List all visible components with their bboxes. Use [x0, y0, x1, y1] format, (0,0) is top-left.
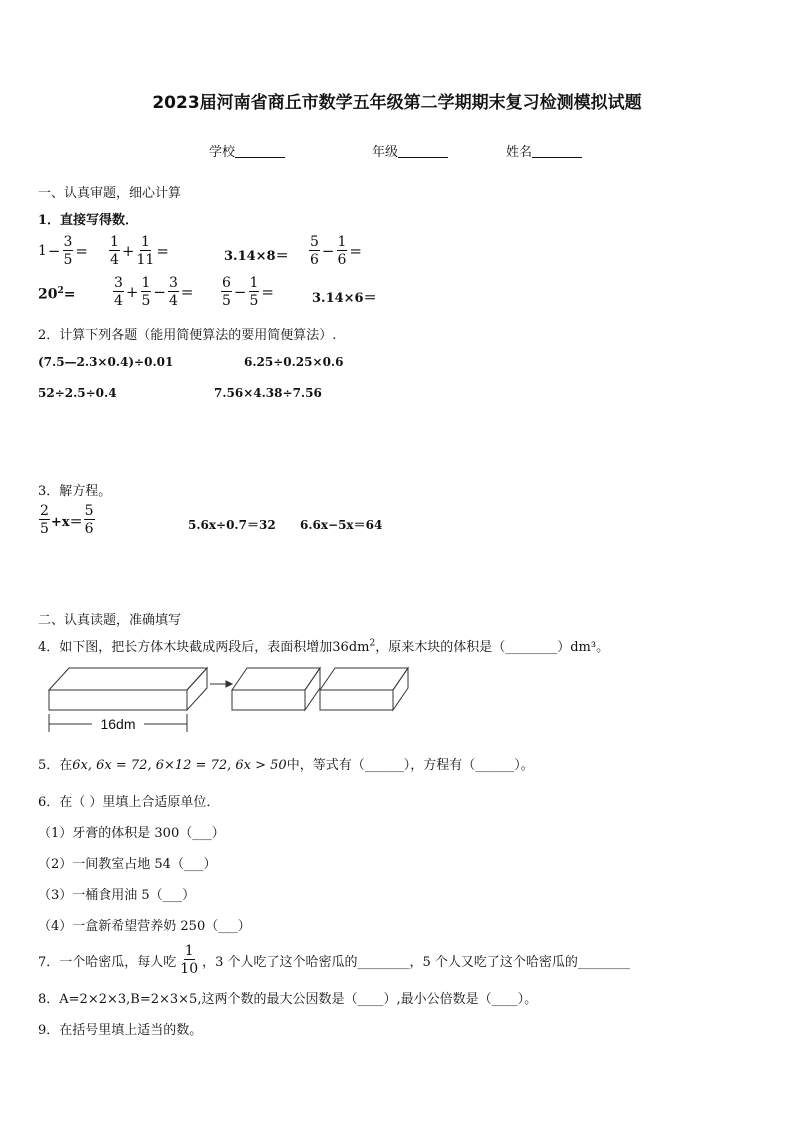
- operator: −: [321, 242, 335, 260]
- operator: +: [121, 242, 135, 260]
- school-field: [209, 141, 285, 160]
- fraction: $\frac{3}{4}$: [114, 275, 123, 309]
- q3-equation-1: [38, 504, 96, 536]
- equals: =: [156, 242, 169, 260]
- cuboid-figure: [44, 660, 414, 740]
- school-label: 学校: [209, 145, 236, 160]
- q2-item-4: 7.56×4.38÷7.56: [214, 386, 322, 400]
- q4-text-pre: 4．如下图，把长方体木块截成两段后，表面积增加36dm: [38, 640, 370, 655]
- q3-heading: 3．解方程。: [38, 484, 112, 499]
- fraction: $\frac{1}{5}$: [249, 275, 259, 309]
- q6-heading: 6．在（ ）里填上合适原单位．: [38, 795, 220, 810]
- section-2-heading: 二、认真读题，准确填写: [38, 613, 182, 628]
- fraction: $\frac{2}{5}$: [40, 503, 49, 537]
- exponent: 2: [57, 286, 64, 296]
- fraction: $\frac{1}{6}$: [337, 234, 347, 268]
- equals: =: [180, 283, 194, 301]
- fraction: $\frac{1}{5}$: [141, 275, 151, 309]
- q2-item-2: 6.25÷0.25×0.6: [244, 355, 344, 369]
- q1-heading: 1．直接写得数．: [38, 213, 139, 228]
- q7-text-pre: 7．一个哈密瓜，每人吃: [38, 954, 177, 970]
- q2-heading: 2．计算下列各题（能用简便算法的要用简便算法）.: [38, 328, 337, 343]
- q5-text-post: 中，等式有（______），方程有（______）。: [286, 758, 534, 773]
- fraction: $\frac{5}{6}$: [310, 234, 319, 268]
- fraction: $\frac{6}{5}$: [222, 275, 231, 309]
- q1-item-1: [38, 235, 89, 267]
- dimension-label: 16dm: [100, 716, 136, 732]
- operator: −: [233, 283, 247, 301]
- name-label: 姓名: [506, 145, 533, 160]
- q6-item-1: （1）牙膏的体积是 300（___）: [38, 826, 225, 841]
- grade-blank[interactable]: [398, 145, 448, 158]
- q5-text: [38, 754, 534, 773]
- fraction: $\frac{3}{4}$: [169, 275, 178, 309]
- section-1-heading: 一、认真审题，细心计算: [38, 186, 182, 201]
- q7-text: [38, 944, 630, 976]
- equation-middle: +x＝: [50, 514, 83, 530]
- operator: −: [153, 283, 166, 301]
- q1-item-2: [108, 235, 170, 267]
- q1-item-7: [220, 276, 275, 308]
- equals: =: [75, 242, 88, 260]
- equals: =: [349, 242, 362, 260]
- fraction: $\frac{1}{10}$: [180, 943, 199, 977]
- equals: =: [261, 283, 274, 301]
- q1-item-8: 3.14×6＝: [312, 291, 377, 306]
- q4-text: [38, 636, 609, 655]
- equals: =: [63, 286, 76, 303]
- q3-equation-3: 6.6x−5x＝64: [300, 518, 383, 532]
- q8-text: 8．A=2×2×3,B=2×3×5,这两个数的最大公因数是（____）,最小公倍数是（____）。: [38, 992, 538, 1007]
- q6-item-2: （2）一间教室占地 54（___）: [38, 857, 217, 872]
- base-number: 20: [38, 286, 58, 303]
- school-blank[interactable]: [235, 145, 285, 158]
- q3-equation-2: 5.6x÷0.7＝32: [188, 518, 276, 532]
- q9-text: 9．在括号里填上适当的数。: [38, 1023, 203, 1038]
- q5-text-pre: 5．在: [38, 758, 73, 773]
- q6-item-4: （4）一盒新希望营养奶 250（___）: [38, 919, 251, 934]
- operator: −: [47, 242, 61, 260]
- page-title: 2023届河南省商丘市数学五年级第二学期期末复习检测模拟试题: [152, 93, 642, 113]
- q1-item-6: [112, 276, 195, 308]
- operator: +: [125, 283, 139, 301]
- whole-number: 1: [38, 243, 47, 259]
- fraction: $\frac{1}{4}$: [110, 234, 119, 268]
- q4-superscript: 2: [369, 638, 376, 649]
- q1-item-5: [38, 286, 75, 303]
- fraction: $\frac{3}{5}$: [63, 234, 73, 268]
- fraction: $\frac{5}{6}$: [84, 503, 94, 537]
- q7-text-post: ，3 个人吃了这个哈密瓜的________，5 个人又吃了这个哈密瓜的________: [202, 954, 630, 970]
- name-blank[interactable]: [532, 145, 582, 158]
- q6-item-3: （3）一桶食用油 5（___）: [38, 888, 196, 903]
- q1-item-4: [308, 235, 363, 267]
- q2-item-1: (7.5—2.3×0.4)÷0.01: [38, 355, 174, 369]
- q1-item-3: 3.14×8＝: [224, 249, 289, 264]
- q5-expression: 6x, 6x = 72, 6×12 = 72, 6x > 50: [72, 758, 287, 773]
- fraction: $\frac{1}{11}$: [136, 234, 155, 268]
- q4-text-post: ，原来木块的体积是（________）dm³。: [375, 640, 610, 655]
- name-field: [506, 141, 582, 160]
- grade-label: 年级: [372, 145, 399, 160]
- q2-item-3: 52÷2.5÷0.4: [38, 386, 117, 400]
- grade-field: [372, 141, 448, 160]
